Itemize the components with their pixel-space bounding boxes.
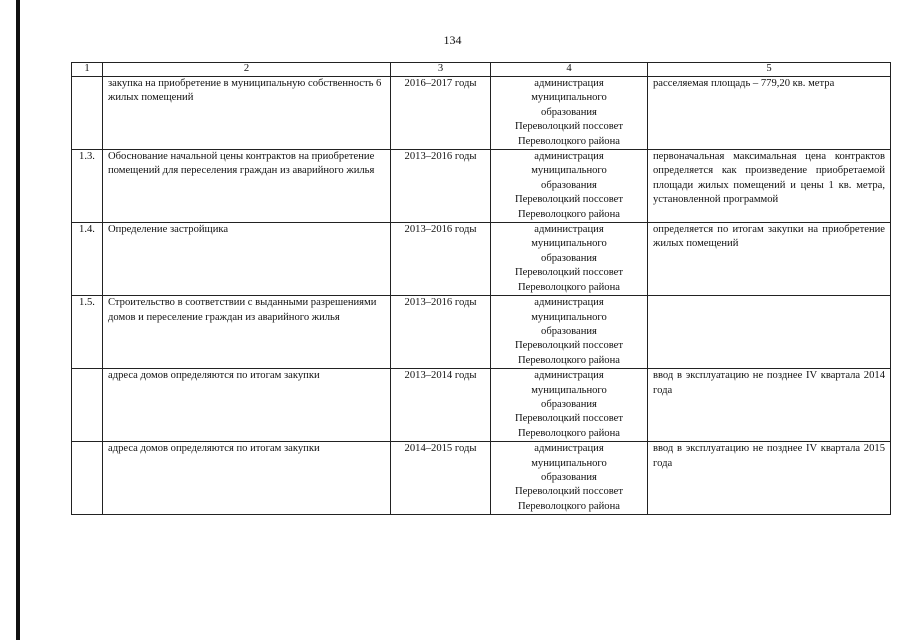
table-row bbox=[72, 223, 891, 296]
measures-table bbox=[71, 62, 891, 515]
column-header-4: 4 bbox=[491, 63, 648, 77]
note-cell: ввод в эксплуатацию не позднее IV квартала 2015 года bbox=[648, 442, 891, 515]
executor-line: Переволоцкого района bbox=[518, 500, 620, 512]
executor-line: образования bbox=[541, 325, 597, 337]
row-number: 1.4. bbox=[72, 223, 103, 296]
period-cell: 2016–2017 годы bbox=[391, 77, 491, 150]
activity-cell: адреса домов определяются по итогам закупки bbox=[103, 442, 391, 515]
executor-line: Переволоцкий поссовет bbox=[514, 267, 624, 279]
column-header-1: 1 bbox=[72, 63, 103, 77]
executor-line: муниципального bbox=[531, 238, 607, 250]
executor-line: администрация bbox=[534, 443, 604, 455]
period-cell: 2013–2016 годы bbox=[391, 150, 491, 223]
executor-line: Переволоцкий поссовет bbox=[514, 340, 624, 352]
column-header-2: 2 bbox=[103, 63, 391, 77]
executor-line: муниципального bbox=[531, 311, 607, 323]
executor-line: Переволоцкого района bbox=[518, 281, 620, 293]
executor-line: Переволоцкого района bbox=[518, 427, 620, 439]
executor-cell bbox=[491, 296, 648, 369]
executor-cell bbox=[491, 442, 648, 515]
executor-line: муниципального bbox=[531, 457, 607, 469]
executor-line: Переволоцкий поссовет bbox=[514, 194, 624, 206]
column-header-3: 3 bbox=[391, 63, 491, 77]
executor-line: образования bbox=[541, 106, 597, 118]
executor-line: образования bbox=[541, 179, 597, 191]
executor-line: Переволоцкого района bbox=[518, 208, 620, 220]
activity-cell: Строительство в соответствии с выданными разрешениями домов и переселение граждан из аварийного жилья bbox=[103, 296, 391, 369]
executor-cell bbox=[491, 369, 648, 442]
note-cell bbox=[648, 296, 891, 369]
executor-cell bbox=[491, 150, 648, 223]
executor-line: Переволоцкий поссовет bbox=[514, 486, 624, 498]
executor-line: муниципального bbox=[531, 384, 607, 396]
period-cell: 2014–2015 годы bbox=[391, 442, 491, 515]
table-row bbox=[72, 77, 891, 150]
row-number: 1.3. bbox=[72, 150, 103, 223]
column-header-5: 5 bbox=[648, 63, 891, 77]
executor-line: администрация bbox=[534, 370, 604, 382]
activity-cell: Определение застройщика bbox=[103, 223, 391, 296]
executor-line: администрация bbox=[534, 151, 604, 163]
executor-line: образования bbox=[541, 252, 597, 264]
row-number bbox=[72, 77, 103, 150]
period-cell: 2013–2016 годы bbox=[391, 223, 491, 296]
activity-cell: адреса домов определяются по итогам закупки bbox=[103, 369, 391, 442]
executor-line: муниципального bbox=[531, 92, 607, 104]
activity-cell: закупка на приобретение в муниципальную собственность 6 жилых помещений bbox=[103, 77, 391, 150]
table-row bbox=[72, 296, 891, 369]
executor-line: образования bbox=[541, 398, 597, 410]
table-row bbox=[72, 150, 891, 223]
executor-line: Переволоцкий поссовет bbox=[514, 413, 624, 425]
note-cell: ввод в эксплуатацию не позднее IV квартала 2014 года bbox=[648, 369, 891, 442]
executor-line: Переволоцкий поссовет bbox=[514, 121, 624, 133]
executor-line: администрация bbox=[534, 224, 604, 236]
period-cell: 2013–2014 годы bbox=[391, 369, 491, 442]
column-header-row bbox=[72, 63, 891, 77]
table-row bbox=[72, 442, 891, 515]
executor-line: администрация bbox=[534, 297, 604, 309]
note-cell: первоначальная максимальная цена контрактов определяется как произведение приобретаемой площади жилых помещений и цены 1 кв. метра, установленной программой bbox=[648, 150, 891, 223]
table-row bbox=[72, 369, 891, 442]
row-number: 1.5. bbox=[72, 296, 103, 369]
period-cell: 2013–2016 годы bbox=[391, 296, 491, 369]
executor-line: администрация bbox=[534, 78, 604, 89]
executor-line: Переволоцкого района bbox=[518, 354, 620, 366]
page-number: 134 bbox=[443, 33, 462, 47]
row-number bbox=[72, 369, 103, 442]
note-cell: определяется по итогам закупки на приобретение жилых помещений bbox=[648, 223, 891, 296]
note-cell: расселяемая площадь – 779,20 кв. метра bbox=[648, 77, 891, 150]
activity-cell: Обоснование начальной цены контрактов на приобретение помещений для переселения граждан из аварийного жилья bbox=[103, 150, 391, 223]
scan-edge-bar bbox=[16, 0, 20, 640]
row-number bbox=[72, 442, 103, 515]
executor-line: образования bbox=[541, 471, 597, 483]
executor-cell bbox=[491, 77, 648, 150]
executor-line: Переволоцкого района bbox=[518, 135, 620, 147]
executor-line: муниципального bbox=[531, 165, 607, 177]
executor-cell bbox=[491, 223, 648, 296]
